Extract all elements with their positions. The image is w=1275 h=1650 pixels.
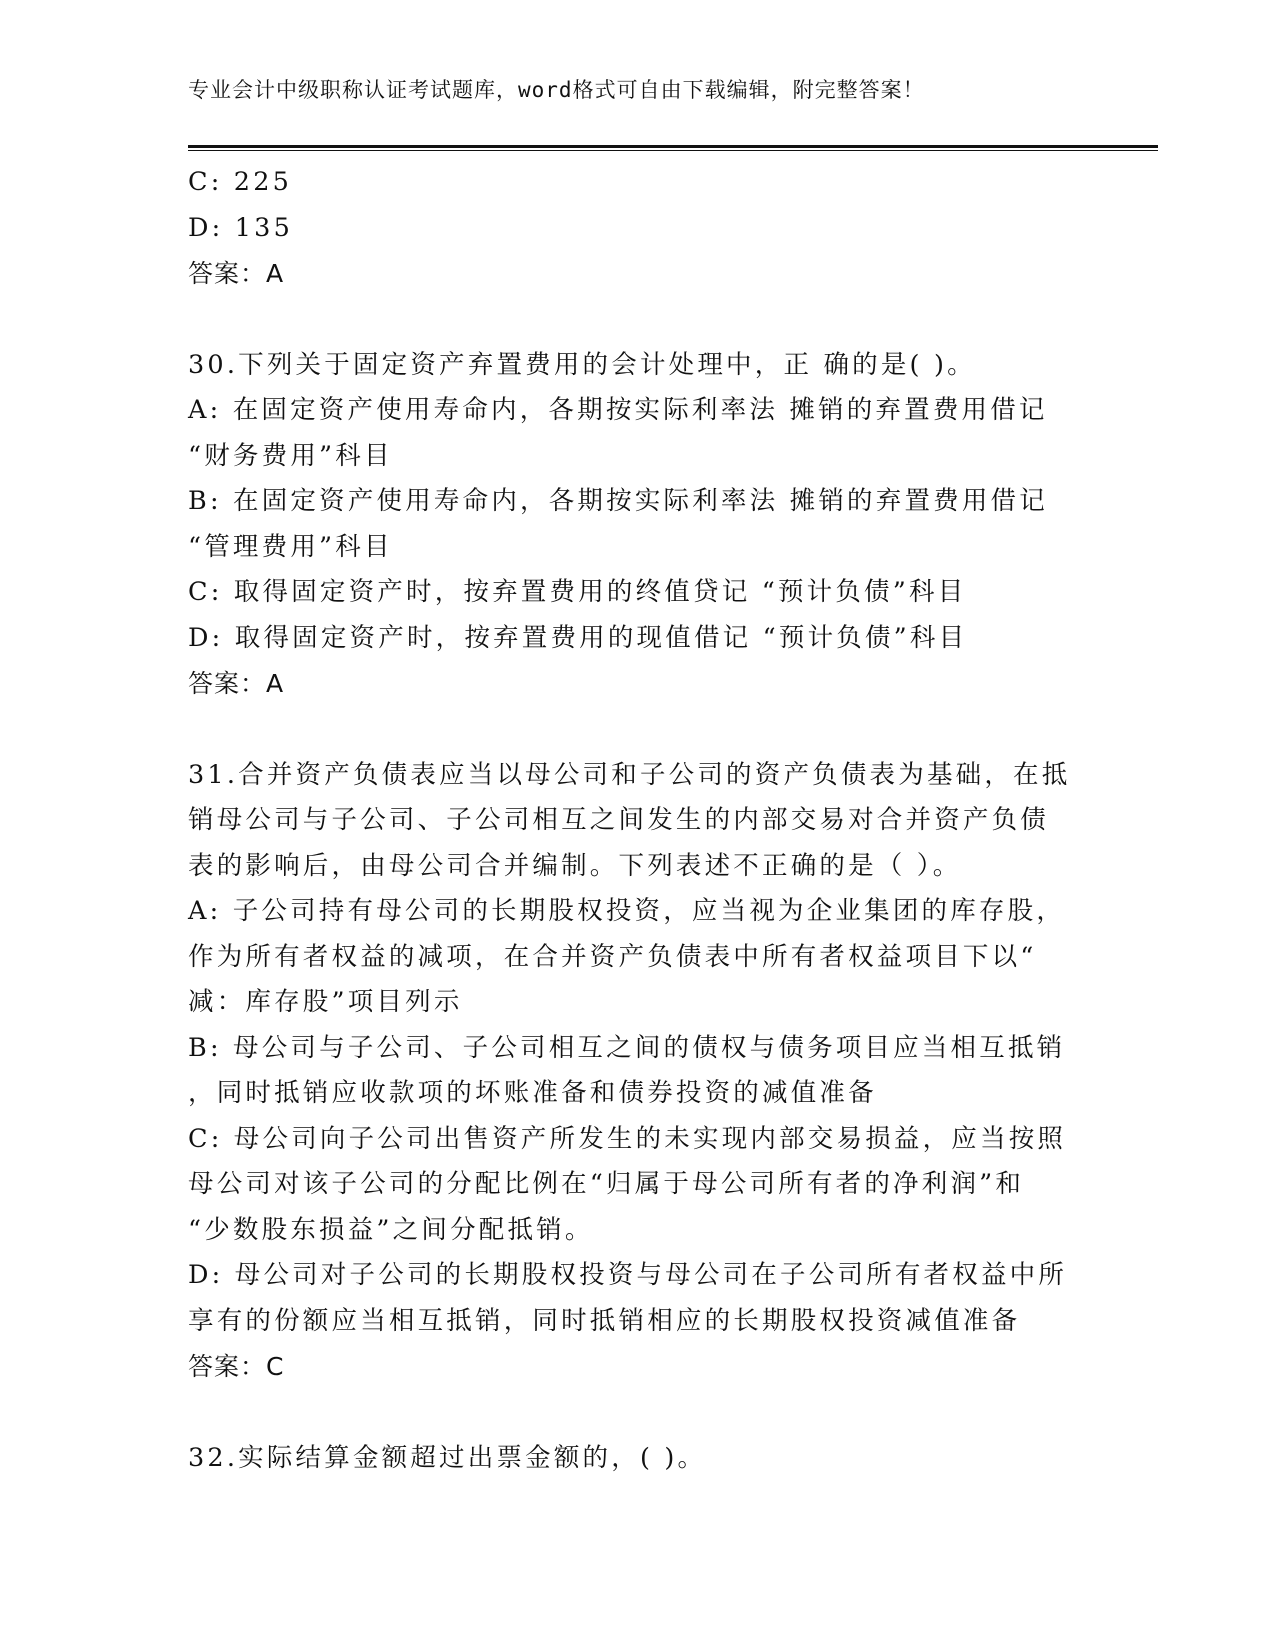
answer: 答案：A (188, 669, 285, 698)
option-c: C: 225 (188, 167, 293, 197)
option-a-continued: “财务费用”科目 (188, 440, 393, 471)
question-stem: 30.下列关于固定资产弃置费用的会计处理中，正 确的是( )。 (188, 349, 976, 380)
question-content (188, 160, 1088, 1481)
answer: 答案：A (188, 259, 285, 288)
option-b: B: 在固定资产使用寿命内，各期按实际利率法 摊销的弃置费用借记 (188, 486, 1048, 516)
answer: 答案：C (188, 1352, 285, 1381)
option-b-continued: “管理费用”科目 (188, 531, 393, 562)
question-30 (188, 343, 1088, 707)
question-stem: 31.合并资产负债表应当以母公司和子公司的资产负债表为基础，在抵 (188, 759, 1071, 790)
option-a-continued: 作为所有者权益的减项，在合并资产负债表中所有者权益项目下以“ (188, 941, 1037, 972)
question-32 (188, 1436, 1088, 1482)
question-29-tail (188, 160, 1088, 297)
option-d: D: 135 (188, 212, 294, 243)
page-header: 专业会计中级职称认证考试题库，word格式可自由下载编辑，附完整答案！ (188, 78, 925, 102)
header-rule-thick (188, 145, 1158, 148)
header-rule-thin (188, 150, 1158, 151)
option-a: A: 在固定资产使用寿命内，各期按实际利率法 摊销的弃置费用借记 (188, 395, 1048, 425)
spacer (188, 1390, 1088, 1436)
question-stem: 32.实际结算金额超过出票金额的，( )。 (188, 1442, 707, 1473)
option-b: B: 母公司与子公司、子公司相互之间的债权与债务项目应当相互抵销 (188, 1032, 1066, 1063)
option-a: A: 子公司持有母公司的长期股权投资，应当视为企业集团的库存股， (188, 896, 1066, 926)
option-c-continued: “少数股东损益”之间分配抵销。 (188, 1214, 594, 1245)
question-31 (188, 753, 1088, 1390)
option-d: D: 取得固定资产时，按弃置费用的现值借记 “预计负债”科目 (188, 622, 968, 653)
option-d-continued: 享有的份额应当相互抵销，同时抵销相应的长期股权投资减值准备 (188, 1305, 1021, 1336)
spacer (188, 707, 1088, 753)
option-b-continued: ，同时抵销应收款项的坏账准备和债券投资的减值准备 (188, 1078, 877, 1108)
question-stem-continued: 表的影响后，由母公司合并编制。下列表述不正确的是（ ）。 (188, 850, 962, 881)
option-c: C: 母公司向子公司出售资产所发生的未实现内部交易损益，应当按照 (188, 1123, 1067, 1154)
option-d: D: 母公司对子公司的长期股权投资与母公司在子公司所有者权益中所 (188, 1260, 1068, 1290)
option-c-continued: 母公司对该子公司的分配比例在“归属于母公司所有者的净利润”和 (188, 1169, 1025, 1199)
option-c: C: 取得固定资产时，按弃置费用的终值贷记 “预计负债”科目 (188, 577, 967, 607)
option-a-continued: 减：库存股”项目列示 (188, 987, 463, 1017)
question-stem-continued: 销母公司与子公司、子公司相互之间发生的内部交易对合并资产负债 (188, 805, 1050, 835)
spacer (188, 297, 1088, 343)
